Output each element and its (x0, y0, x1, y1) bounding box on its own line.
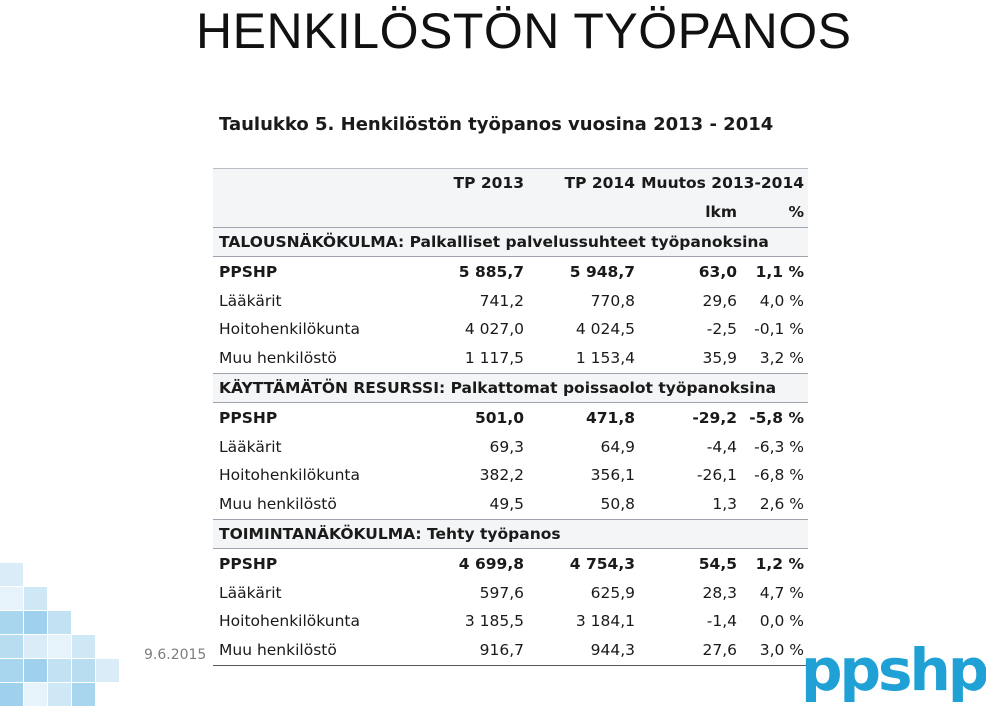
cell-change-lkm: 28,3 (702, 583, 737, 602)
section-header-row (213, 227, 808, 257)
table-row (213, 286, 808, 315)
row-label: Muu henkilöstö (219, 349, 337, 368)
table-row (213, 461, 808, 490)
cell-change-lkm: -26,1 (696, 466, 737, 485)
cell-tp2013: 1 117,5 (464, 349, 524, 368)
mosaic-tile (24, 635, 47, 658)
footer-date: 9.6.2015 (144, 647, 207, 663)
cell-tp2013: 49,5 (489, 495, 524, 514)
mosaic-tile (0, 659, 23, 682)
mosaic-tile (0, 611, 23, 634)
row-label: Hoitohenkilökunta (219, 612, 360, 631)
cell-tp2013: 501,0 (474, 408, 524, 427)
workforce-table (213, 168, 808, 666)
table-caption: Taulukko 5. Henkilöstön työpanos vuosina 2013 - 2014 (219, 114, 774, 135)
table-row (213, 315, 808, 344)
section-header-row (213, 519, 808, 549)
ppshp-logo: ppshp (801, 636, 986, 704)
cell-tp2014: 50,8 (600, 495, 635, 514)
table-subheader-row (213, 198, 808, 227)
cell-tp2013: 597,6 (479, 583, 524, 602)
row-label: Hoitohenkilökunta (219, 466, 360, 485)
mosaic-tile (72, 635, 95, 658)
section-title: TOIMINTANÄKÖKULMA: Tehty työpanos (213, 519, 808, 549)
row-label: Lääkärit (219, 583, 282, 602)
header-muutos: Muutos 2013-2014 (639, 169, 808, 198)
cell-tp2014: 471,8 (585, 408, 635, 427)
cell-tp2013: 69,3 (489, 437, 524, 456)
row-label: PPSHP (219, 262, 278, 281)
cell-change-pct: -5,8 % (749, 408, 805, 427)
mosaic-tile (72, 683, 95, 706)
row-label: Muu henkilöstö (219, 495, 337, 514)
slide-title: HENKILÖSTÖN TYÖPANOS (196, 3, 852, 59)
cell-change-lkm: 1,3 (712, 495, 737, 514)
subheader-empty-cell (213, 198, 420, 227)
table-row (213, 432, 808, 461)
cell-tp2013: 4 027,0 (464, 320, 524, 339)
row-label: Lääkärit (219, 291, 282, 310)
mosaic-tile (0, 587, 23, 610)
mosaic-tile (48, 635, 71, 658)
decorative-mosaic (0, 555, 140, 705)
cell-change-lkm: -2,5 (706, 320, 737, 339)
mosaic-tile (72, 659, 95, 682)
header-lkm: lkm (639, 198, 741, 227)
cell-change-pct: -6,3 % (754, 437, 805, 456)
table-row (213, 490, 808, 519)
table-row (213, 549, 808, 578)
mosaic-tile (48, 683, 71, 706)
cell-tp2014: 1 153,4 (575, 349, 635, 368)
row-label: Hoitohenkilökunta (219, 320, 360, 339)
header-empty-cell (213, 169, 420, 198)
row-label: PPSHP (219, 554, 278, 573)
cell-change-pct: -0,1 % (754, 320, 805, 339)
cell-change-lkm: 35,9 (702, 349, 737, 368)
cell-change-lkm: -1,4 (706, 612, 737, 631)
mosaic-tile (24, 587, 47, 610)
cell-tp2013: 382,2 (479, 466, 524, 485)
cell-tp2013: 5 885,7 (458, 262, 524, 281)
cell-tp2014: 64,9 (600, 437, 635, 456)
cell-change-pct: 4,7 % (759, 583, 805, 602)
cell-tp2014: 5 948,7 (569, 262, 635, 281)
mosaic-tile (48, 611, 71, 634)
cell-tp2013: 4 699,8 (458, 554, 524, 573)
mosaic-tile (24, 683, 47, 706)
header-tp2013: TP 2013 (420, 169, 528, 198)
cell-tp2013: 741,2 (479, 291, 524, 310)
cell-change-pct: 1,2 % (755, 554, 805, 573)
mosaic-tile (0, 635, 23, 658)
cell-change-lkm: -4,4 (706, 437, 737, 456)
table-header-row (213, 169, 808, 198)
cell-change-lkm: 54,5 (698, 554, 737, 573)
cell-change-pct: 2,6 % (759, 495, 805, 514)
subheader-empty-cell (420, 198, 528, 227)
table-row (213, 578, 808, 607)
mosaic-tile (24, 611, 47, 634)
section-header-row (213, 373, 808, 403)
table-row (213, 607, 808, 636)
cell-tp2014: 944,3 (528, 636, 639, 665)
cell-change-lkm: 29,6 (702, 291, 737, 310)
cell-tp2014: 3 184,1 (575, 612, 635, 631)
cell-change-lkm: 63,0 (698, 262, 737, 281)
row-label: Muu henkilöstö (213, 636, 420, 665)
cell-change-pct: 3,2 % (759, 349, 805, 368)
cell-change-lkm: -29,2 (692, 408, 737, 427)
header-tp2014: TP 2014 (528, 169, 639, 198)
subheader-empty-cell (528, 198, 639, 227)
cell-change-pct: -6,8 % (754, 466, 805, 485)
cell-change-pct: 4,0 % (759, 291, 805, 310)
section-title: KÄYTTÄMÄTÖN RESURSSI: Palkattomat poissaolot työpanoksina (213, 373, 808, 403)
cell-tp2014: 4 024,5 (575, 320, 635, 339)
cell-tp2013: 3 185,5 (464, 612, 524, 631)
cell-change-pct: 1,1 % (755, 262, 805, 281)
cell-tp2014: 4 754,3 (569, 554, 635, 573)
table-row (213, 344, 808, 373)
cell-tp2014: 625,9 (590, 583, 635, 602)
header-pct: % (741, 198, 808, 227)
row-label: PPSHP (219, 408, 278, 427)
cell-change-pct: 0,0 % (759, 612, 805, 631)
mosaic-tile (96, 659, 119, 682)
cell-tp2014: 770,8 (590, 291, 635, 310)
cell-change-pct: 3,0 % (741, 636, 808, 665)
row-label: Lääkärit (219, 437, 282, 456)
mosaic-tile (24, 659, 47, 682)
mosaic-tile (48, 659, 71, 682)
cell-tp2013: 916,7 (420, 636, 528, 665)
table-row (213, 257, 808, 286)
mosaic-tile (0, 563, 23, 586)
cell-change-lkm: 27,6 (639, 636, 741, 665)
mosaic-tile (0, 683, 23, 706)
table-row (213, 403, 808, 432)
table-row (213, 636, 808, 665)
cell-tp2014: 356,1 (590, 466, 635, 485)
section-title: TALOUSNÄKÖKULMA: Palkalliset palvelussuhteet työpanoksina (213, 227, 808, 257)
